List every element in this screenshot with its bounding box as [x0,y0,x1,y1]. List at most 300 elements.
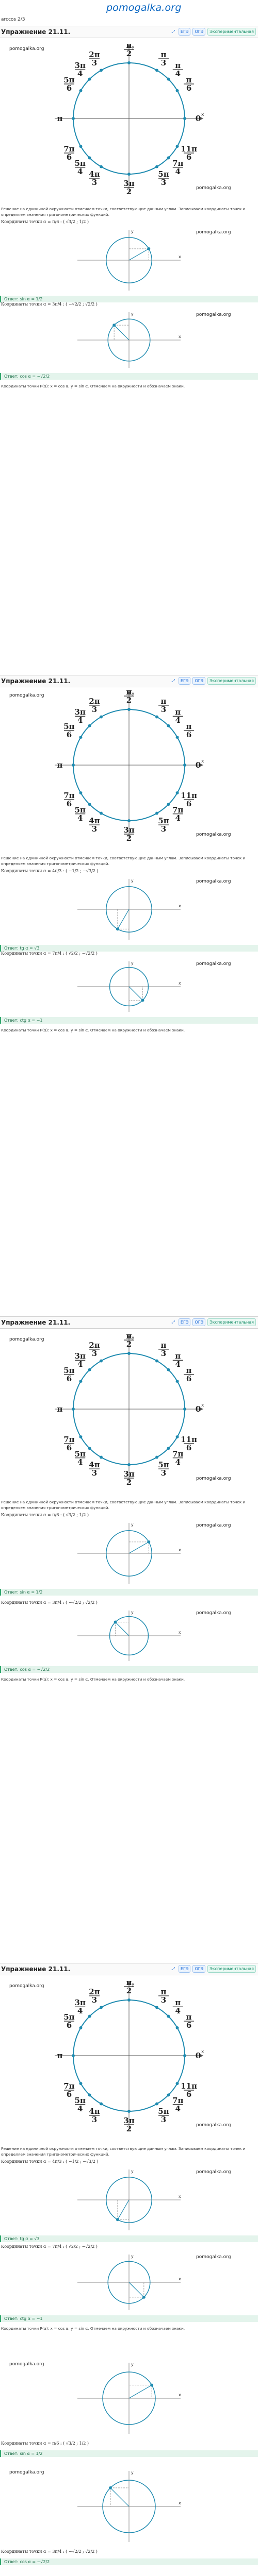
watermark: pomogalka.org [196,879,231,884]
circle-point-ur3 [176,2026,179,2029]
expand-icon[interactable]: ⤢ [171,678,175,683]
angle-label-lr3-numerator: 11π [181,144,197,154]
angle-label-ur1 [158,697,169,714]
small-x-label: x [179,334,181,339]
coordinate-formula: Координаты точки α = 3π/4 : ( −√2/2 ; √2/2 ) [1,1600,98,1605]
angle-label-ur1-denominator: 3 [160,1995,167,2005]
watermark: pomogalka.org [196,1476,231,1481]
circle-point-right [183,117,186,120]
angle-label-ur3-denominator: 6 [186,730,192,739]
angle-label-ul1 [89,1987,100,2005]
circle-point-ul2 [88,78,91,81]
ege-link[interactable]: ЕГЭ [179,1965,191,1973]
angle-label-ul1 [89,697,100,714]
angle-label-ul1-denominator: 3 [91,704,98,714]
exercise-title: Упражнение 21.11. [1,1319,71,1326]
radius-line [129,249,149,260]
small-circle-figure [72,2360,186,2437]
small-circle-figure [72,876,186,943]
angle-label-bottom-denominator: 2 [126,187,132,196]
angle-label-ur1-numerator: π [160,696,167,706]
angle-label-lr3-numerator: 11π [181,2081,197,2091]
answer-bar [0,1017,258,1024]
circle-point-lr3 [176,2082,179,2085]
small-circle-figure [72,2468,186,2545]
angle-label-lr1-numerator: 5π [158,170,169,179]
answer-bar [0,373,258,380]
circle-point-lr2 [167,803,170,806]
small-y-label: y [131,2254,134,2259]
angle-label-ur2 [173,61,183,78]
angle-label-lr2-denominator: 4 [175,166,181,176]
angle-label-ll1-numerator: 7π [63,1435,75,1444]
angle-label-ur3 [184,722,194,739]
angle-label-ul1-denominator: 3 [91,1995,98,2005]
circle-point-lr1 [155,165,158,168]
angle-label-ll1 [63,791,74,808]
small-y-label: y [131,878,134,883]
angle-label-lr1-denominator: 3 [160,178,167,188]
angle-label-bottom-denominator: 2 [126,1478,132,1486]
angle-label-lr2 [172,1449,183,1467]
angle-label-top-denominator: 2 [126,696,132,705]
angle-label-lr1 [158,816,169,834]
watermark: pomogalka.org [9,2470,44,2475]
angle-label-lr2 [172,2096,183,2113]
small-y-label: y [131,2362,134,2367]
circle-point-ll1 [79,791,82,794]
answer-text: Ответ: sin α = 1/2 [4,297,43,301]
circle-point-left [72,117,75,120]
angle-label-ul2-numerator: 3π [74,1351,86,1361]
angle-label-ur3-denominator: 6 [186,1374,192,1383]
small-plot-container [72,2468,186,2547]
small-y-label: y [131,2169,134,2174]
angle-label-ur2-numerator: π [175,1998,181,2008]
circle-point-right [183,2054,186,2057]
angle-label-lr2-numerator: 7π [172,2095,184,2105]
angle-label-bottom-numerator: 3π [123,2116,135,2125]
small-y-label: y [131,1610,134,1615]
circle-point-lr1 [155,1456,158,1459]
angle-label-ll2-denominator: 4 [77,166,83,176]
small-y-label: y [131,961,134,965]
marked-point [147,247,150,250]
answer-bar [0,1666,258,1673]
angle-label-ul2-denominator: 4 [77,2006,83,2016]
angle-label-ur2 [173,707,183,725]
angle-label-ul1 [89,50,100,67]
small-plot-container [72,958,186,1017]
angle-label-ll2-numerator: 5π [74,2095,86,2105]
oge-link[interactable]: ОГЭ [192,1965,205,1973]
angle-label-ul2 [75,1351,86,1369]
circle-point-ll3 [100,165,103,168]
angle-label-lr3-denominator: 6 [186,1443,192,1452]
small-circle-figure [72,958,186,1015]
circle-point-ur3 [176,736,179,739]
angle-label-ul2-numerator: 3π [74,1998,86,2008]
watermark: pomogalka.org [9,46,44,52]
circle-container [52,1978,206,2135]
angle-label-top-numerator: π [126,1978,132,1987]
answer-text: Ответ: sin α = 1/2 [4,1590,43,1595]
y-axis-label: y [132,45,135,50]
angle-label-top-numerator: π [126,688,132,697]
angle-label-bottom [123,179,134,196]
angle-label-ur3 [184,1366,194,1383]
answer-text: Ответ: ctg α = −1 [4,1018,43,1023]
angle-label-ul1-numerator: 2π [89,49,100,59]
circle-container [52,41,206,198]
angle-label-ll2 [75,1449,86,1467]
angle-label-ur3-numerator: π [186,1366,192,1375]
small-circle-figure [72,309,186,371]
angle-label-bottom [123,2116,134,2133]
angle-label-ul2-numerator: 3π [74,707,86,717]
angle-label-ur3-denominator: 6 [186,83,192,93]
small-plot-container [72,1607,186,1666]
exercise-title: Упражнение 21.11. [1,1965,71,1973]
exercise-header [0,1316,258,1329]
small-circle-figure [72,1607,186,1664]
angle-label-ur1-numerator: π [160,49,167,59]
small-plot-container [72,1520,186,1589]
circle-point-ul3 [79,736,82,739]
solution-paragraph: Координаты точки P(α): x = cos α, y = sin α. Отмечаем на окружности и обозначаем знаки. [1,1028,185,1032]
angle-label-bottom-numerator: 3π [123,825,135,835]
circle-point-ul2 [88,2015,91,2018]
circle-point-ul3 [79,1380,82,1383]
angle-label-lr2-numerator: 7π [172,158,184,168]
ege-link[interactable]: ЕГЭ [179,28,191,36]
small-y-label: y [131,312,134,316]
expand-icon[interactable]: ⤢ [171,1966,175,1971]
circle-point-ll2 [88,803,91,806]
small-x-label: x [179,2393,181,2397]
small-circle-figure [72,1520,186,1587]
circle-point-lr1 [155,812,158,815]
angle-label-left [57,760,63,770]
angle-label-left [57,1404,63,1414]
coordinate-formula: Координаты точки α = π/6 : ( √3/2 ; 1/2 ) [1,2441,89,2446]
angle-label-ur2-numerator: π [175,61,181,71]
small-x-label: x [179,1548,181,1552]
angle-label-lr2-denominator: 4 [175,2104,181,2113]
circle-point-ur1 [155,1359,158,1362]
circle-point-lr1 [155,2103,158,2106]
exercise-header [0,1963,258,1975]
angle-label-ur3-numerator: π [186,722,192,731]
angle-label-ul2 [75,61,86,78]
angle-label-right [196,1404,201,1414]
angle-label-ll1-numerator: 7π [63,791,75,800]
angle-label-lr1-numerator: 5π [158,816,169,826]
x-axis-label: x [201,759,204,764]
angle-label-ur2 [173,1351,183,1369]
marked-point [116,2218,119,2221]
angle-label-ll3-numerator: 4π [89,1460,100,1470]
circle-point-ur1 [155,715,158,718]
circle-point-lr3 [176,1435,179,1438]
angle-label-ll1 [63,144,74,162]
solution-paragraph: Координаты точки P(α): x = cos α, y = sin α. Отмечаем на окружности и обозначаем знаки. [1,1677,185,1682]
angle-label-ul3 [63,722,74,739]
angle-label-ll3-numerator: 4π [89,170,100,179]
answer-text: Ответ: cos α = −√2/2 [4,2560,50,2564]
angle-label-ul3-numerator: 5π [63,1366,75,1375]
angle-label-lr1-numerator: 5π [158,2107,169,2116]
experimental-link[interactable]: Экспериментальная [207,1965,256,1973]
radius-line [114,325,129,340]
exercise-links [170,1965,256,1973]
circle-point-lr3 [176,791,179,794]
y-axis-label: y [132,1335,135,1341]
small-y-label: y [131,229,134,234]
answer-bar [0,2315,258,2322]
watermark: pomogalka.org [196,1523,231,1528]
angle-label-ul1-numerator: 2π [89,1987,100,1996]
coordinate-formula: Координаты точки α = 7π/4 : ( √2/2 ; −√2/2 ) [1,2244,98,2249]
angle-label-ll2-numerator: 5π [74,158,86,168]
angle-label-top-denominator: 2 [126,1340,132,1349]
coordinate-formula: Координаты точки α = π/6 : ( √3/2 ; 1/2 ) [1,219,89,224]
angle-label-lr1 [158,1460,169,1478]
angle-label-ll1-denominator: 6 [66,2090,72,2099]
answer-bar [0,1589,258,1596]
angle-label-ll2-numerator: 5π [74,1449,86,1459]
experimental-link[interactable]: Экспериментальная [207,1318,256,1326]
angle-label-top-numerator: π [126,41,132,50]
small-x-label: x [179,2194,181,2199]
x-axis-label: x [201,1403,204,1408]
circle-point-right [183,764,186,767]
angle-label-left: π [57,114,63,123]
answer-text: Ответ: tg α = √3 [4,946,40,951]
angle-label-ur1-numerator: π [160,1987,167,1996]
angle-label-lr3-denominator: 6 [186,799,192,808]
angle-label-lr2 [172,805,183,823]
radius-line [129,987,142,1000]
angle-label-top-denominator: 2 [126,49,132,58]
angle-label-ll2-numerator: 5π [74,805,86,815]
angle-label-ul3-denominator: 6 [66,1374,72,1383]
small-x-label: x [179,2501,181,2505]
radius-line [129,1542,149,1553]
angle-label-ul3 [63,2012,74,2030]
site-logo[interactable]: pomogalka.org [106,2,182,13]
circle-point-ur3 [176,89,179,92]
radius-line [129,2385,152,2399]
angle-label-ur3-numerator: π [186,2012,192,2022]
angle-label-ll1-numerator: 7π [63,2081,75,2091]
small-y-label: y [131,2470,134,2475]
angle-label-left: π [57,760,63,770]
angle-label-bottom-denominator: 2 [126,2124,132,2133]
coordinate-formula: Координаты точки α = π/6 : ( √3/2 ; 1/2 ) [1,1513,89,1517]
small-plot-container [72,309,186,373]
angle-label-top [124,1978,134,1995]
angle-label-ur3-numerator: π [186,75,192,84]
oge-link[interactable]: ОГЭ [192,1318,205,1326]
angle-label-ul1-numerator: 2π [89,696,100,706]
answer-text: Ответ: cos α = −√2/2 [4,1667,50,1672]
circle-point-ll3 [100,2103,103,2106]
circle-point-ur2 [167,1368,170,1371]
angle-label-ul3-numerator: 5π [63,722,75,731]
angle-label-ll2 [75,805,86,823]
small-x-label: x [179,981,181,986]
angle-label-ul2-denominator: 4 [77,1360,83,1369]
angle-label-ur2 [173,1998,183,2015]
experimental-link[interactable]: Экспериментальная [207,677,256,685]
circle-container [52,688,206,844]
circle-point-ur3 [176,1380,179,1383]
angle-label-ur1 [158,50,169,67]
experimental-link[interactable]: Экспериментальная [207,28,256,36]
coordinate-formula: Координаты точки α = 3π/4 : ( −√2/2 ; √2/2 ) [1,302,98,307]
small-x-label: x [179,904,181,908]
angle-label-ll3 [89,816,100,834]
angle-label-ur1 [158,1987,169,2005]
angle-label-ur2-denominator: 4 [175,1360,181,1369]
circle-point-ul3 [79,2026,82,2029]
small-plot-container [72,227,186,296]
angle-label-left [57,114,63,123]
angle-label-lr3-numerator: 11π [181,791,197,800]
circle-point-ll1 [79,145,82,148]
exercise-title: Упражнение 21.11. [1,677,71,685]
answer-text: Ответ: sin α = 1/2 [4,2451,43,2456]
watermark: pomogalka.org [196,2123,231,2128]
angle-label-ll3-numerator: 4π [89,2107,100,2116]
circle-point-left [72,764,75,767]
angle-label-ur2-denominator: 4 [175,716,181,725]
circle-point-left [72,2054,75,2057]
circle-point-bottom [127,173,131,176]
angle-label-ul3 [63,75,74,93]
circle-point-bottom [127,819,131,822]
circle-point-ul3 [79,89,82,92]
angle-label-lr2-denominator: 4 [175,813,181,823]
oge-link[interactable]: ОГЭ [192,677,205,685]
small-plot-container [72,2166,186,2235]
exercise-links [170,28,256,36]
angle-label-ul2-numerator: 3π [74,61,86,71]
angle-label-ur1-denominator: 3 [160,704,167,714]
angle-label-ll3 [89,1460,100,1478]
circle-point-bottom [127,1463,131,1466]
angle-label-ul3-denominator: 6 [66,2021,72,2030]
marked-point [112,324,116,327]
x-axis-label: x [201,112,204,117]
angle-label-ll1-numerator: 7π [63,144,75,154]
answer-text: Ответ: ctg α = −1 [4,2316,43,2321]
angle-label-top [124,688,134,705]
angle-label-ll3-numerator: 4π [89,816,100,826]
angle-label-ll1-denominator: 6 [66,799,72,808]
angle-label-lr3-denominator: 6 [186,2090,192,2099]
circle-point-ll1 [79,1435,82,1438]
coordinate-formula: Координаты точки α = 4π/3 : ( −1/2 ; −√3/2 ) [1,869,99,873]
y-axis-label: y [132,691,135,697]
watermark: pomogalka.org [196,230,231,235]
angle-label-ur2-numerator: π [175,1351,181,1361]
angle-label-ul1-numerator: 2π [89,1340,100,1350]
circle-point-ur1 [155,2006,158,2009]
angle-label-bottom-numerator: 3π [123,179,135,188]
ege-link[interactable]: ЕГЭ [179,677,191,685]
angle-label-ul1-denominator: 3 [91,1348,98,1358]
solution-paragraph: Координаты точки P(α): x = cos α, y = sin α. Отмечаем на окружности и обозначаем знаки. [1,384,185,388]
oge-link[interactable]: ОГЭ [192,28,205,36]
watermark: pomogalka.org [196,2255,231,2260]
circle-point-top [127,61,131,64]
angle-label-ul1-denominator: 3 [91,58,98,67]
expand-icon[interactable]: ⤢ [171,1319,175,1325]
circle-point-top [127,1998,131,2002]
angle-label-lr1-denominator: 3 [160,824,167,834]
angle-label-ul2-denominator: 4 [77,716,83,725]
angle-label-ll3-denominator: 3 [91,2115,98,2125]
circle-point-bottom [127,2110,131,2113]
circle-point-ll2 [88,156,91,159]
angle-label-ul2 [75,707,86,725]
coordinate-formula: Координаты точки α = 3π/4 : ( −√2/2 ; √2/2 ) [1,2549,98,2554]
circle-point-ul1 [100,1359,103,1362]
angle-label-ll3 [89,2107,100,2124]
coordinate-formula: Координаты точки α = 4π/3 : ( −1/2 ; −√3/2 ) [1,2159,99,2164]
small-circle-figure [72,2251,186,2313]
small-x-label: x [179,1630,181,1635]
angle-label-lr1-denominator: 3 [160,2115,167,2125]
angle-label-left: π [57,2051,63,2060]
angle-label-ll3-denominator: 3 [91,824,98,834]
exercise-header [0,675,258,687]
angle-label-lr2-denominator: 4 [175,1457,181,1467]
ege-link[interactable]: ЕГЭ [179,1318,191,1326]
marked-point [150,2384,153,2387]
circle-point-ul2 [88,1368,91,1371]
radius-line [129,2282,144,2297]
angle-label-ll1 [63,1435,74,1452]
angle-label-bottom-numerator: 3π [123,1469,135,1479]
radius-line [110,2488,129,2506]
angle-label-bottom [123,825,134,842]
angle-label-lr2-numerator: 7π [172,805,184,815]
y-axis-label: y [132,1982,135,1987]
angle-label-ll3-denominator: 3 [91,178,98,188]
expand-icon[interactable]: ⤢ [171,29,175,34]
angle-label-lr2 [172,159,183,176]
angle-label-left [57,2051,63,2060]
exercise-title: Упражнение 21.11. [1,28,71,36]
marked-point [109,2486,112,2489]
marked-point [116,927,119,930]
unit-circle-figure [52,41,206,196]
watermark: pomogalka.org [196,1611,231,1616]
angle-label-lr1-denominator: 3 [160,1468,167,1478]
answer-text: Ответ: tg α = √3 [4,2236,40,2241]
angle-label-ll3 [89,170,100,187]
watermark: pomogalka.org [196,2170,231,2175]
watermark: pomogalka.org [9,1984,44,1989]
exercise-links [170,1318,256,1326]
marked-point [147,1540,150,1544]
radius-line [116,1622,129,1636]
circle-point-ll2 [88,1447,91,1450]
angle-label-ur2-denominator: 4 [175,69,181,79]
